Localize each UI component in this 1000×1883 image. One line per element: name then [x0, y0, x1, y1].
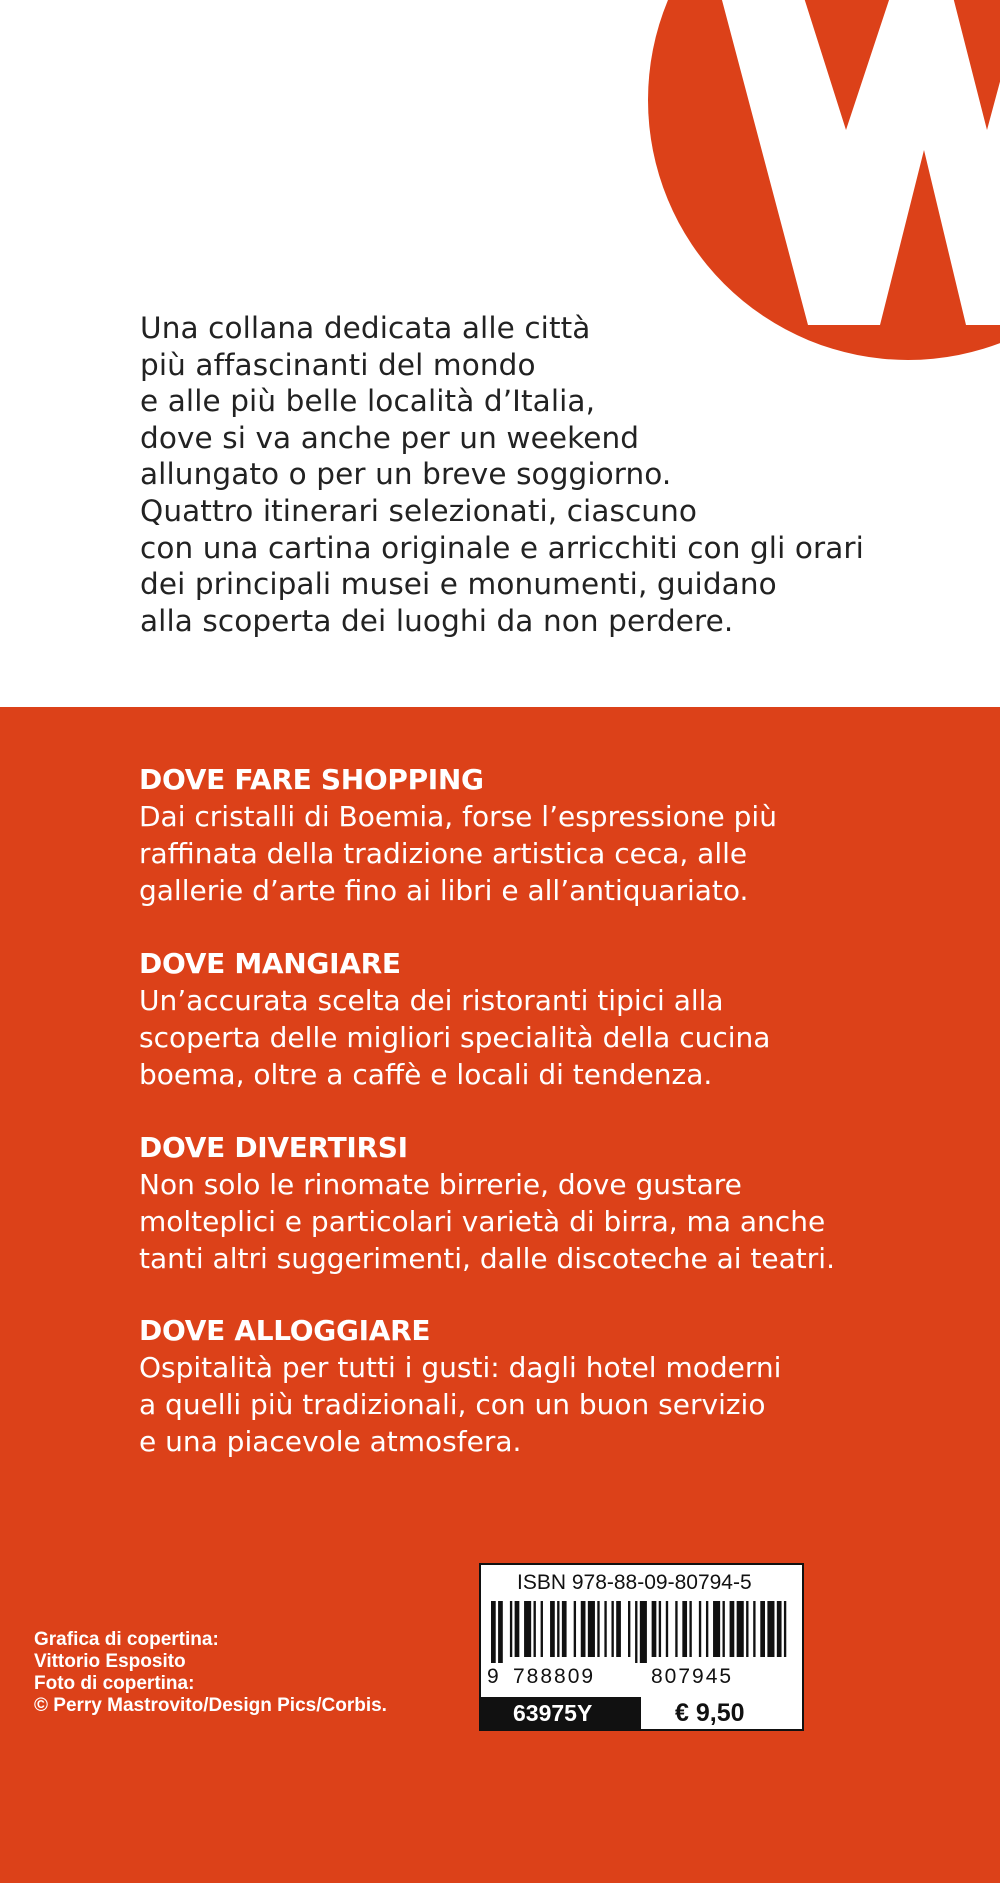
- barcode-bar: [581, 1601, 586, 1657]
- barcode-bar: [706, 1601, 708, 1657]
- barcode-bar: [784, 1601, 786, 1657]
- feature-text-line: boema, oltre a caffè e locali di tendenza.: [139, 1058, 713, 1091]
- cover-credits: [34, 1629, 387, 1717]
- barcode-bars: [491, 1601, 791, 1663]
- feature-text-line: Non solo le rinomate birrerie, dove gustare: [139, 1168, 742, 1201]
- barcode-digit-first: 9: [487, 1665, 499, 1688]
- barcode-bar: [767, 1601, 774, 1657]
- barcode-bar: [628, 1601, 630, 1657]
- feature-shopping: [139, 762, 777, 909]
- barcode-bar: [604, 1601, 606, 1657]
- intro-line: dei principali musei e monumenti, guidano: [140, 567, 777, 602]
- barcode-bar: [562, 1601, 567, 1657]
- barcode-bar: [616, 1601, 621, 1657]
- barcode-bar: [746, 1601, 748, 1657]
- feature-text-line: Dai cristalli di Boemia, forse l’espressione più: [139, 800, 777, 833]
- feature-heading: DOVE DIVERTIRSI: [139, 1131, 408, 1164]
- barcode-bar: [557, 1601, 559, 1657]
- barcode-bar: [510, 1601, 512, 1657]
- barcode-bar: [675, 1601, 677, 1657]
- feature-text-line: molteplici e particolari varietà di birra, ma anche: [139, 1205, 826, 1238]
- barcode-bar: [699, 1601, 701, 1657]
- isbn-label: ISBN 978-88-09-80794-5: [517, 1571, 752, 1594]
- intro-line: alla scoperta dei luoghi da non perdere.: [140, 603, 734, 638]
- feature-accommodation: [139, 1313, 781, 1460]
- feature-eating: [139, 946, 770, 1093]
- barcode-bar: [640, 1601, 647, 1663]
- barcode-digit-group: 788809: [513, 1665, 596, 1688]
- barcode-bar: [652, 1601, 657, 1657]
- barcode-bar: [730, 1601, 735, 1657]
- barcode-bar: [541, 1601, 543, 1657]
- barcode-bar: [515, 1601, 520, 1657]
- barcode-bar: [666, 1601, 668, 1657]
- barcode-bar: [524, 1601, 531, 1657]
- barcode-bar: [611, 1601, 613, 1657]
- barcode-bar: [574, 1601, 576, 1657]
- feature-text-line: a quelli più tradizionali, con un buon servizio: [139, 1388, 766, 1421]
- barcode-bar: [550, 1601, 555, 1657]
- intro-line: con una cartina originale e arricchiti con gli orari: [140, 530, 864, 565]
- credit-line: Grafica di copertina:: [34, 1629, 219, 1650]
- barcode-bar: [682, 1601, 687, 1657]
- credit-line: Foto di copertina:: [34, 1673, 195, 1694]
- barcode-bar: [723, 1601, 725, 1657]
- feature-entertainment: [139, 1130, 835, 1277]
- barcode-bar: [689, 1601, 691, 1657]
- barcode-bar: [534, 1601, 536, 1657]
- feature-text-line: raffinata della tradizione artistica ceca, alle: [139, 837, 748, 870]
- barcode-bar: [737, 1601, 744, 1657]
- intro-line: e alle più belle località d’Italia,: [140, 384, 596, 419]
- feature-text-line: e una piacevole atmosfera.: [139, 1425, 522, 1458]
- top-section: [0, 0, 1000, 707]
- barcode-bar: [659, 1601, 661, 1657]
- feature-heading: DOVE MANGIARE: [139, 947, 401, 980]
- feature-text-line: Un’accurata scelta dei ristoranti tipici alla: [139, 984, 724, 1017]
- barcode-bar: [588, 1601, 595, 1657]
- feature-text-line: gallerie d’arte fino ai libri e all’antiquariato.: [139, 874, 749, 907]
- barcode-box: [479, 1563, 804, 1731]
- barcode-bar: [713, 1601, 720, 1657]
- barcode-bar: [498, 1601, 503, 1663]
- feature-heading: DOVE FARE SHOPPING: [139, 763, 484, 796]
- barcode-bar: [635, 1601, 637, 1663]
- intro-line: dove si va anche per un weekend: [140, 420, 640, 455]
- intro-line: Quattro itinerari selezionati, ciascuno: [140, 493, 698, 528]
- w-letter-circle-logo: [648, 0, 1000, 360]
- credit-line: Vittorio Esposito: [34, 1651, 186, 1672]
- feature-text-line: scoperta delle migliori specialità della cucina: [139, 1021, 771, 1054]
- intro-line: allungato o per un breve soggiorno.: [140, 457, 672, 492]
- barcode-bar: [597, 1601, 599, 1657]
- intro-paragraph: [140, 310, 864, 639]
- credit-line: © Perry Mastrovito/Design Pics/Corbis.: [34, 1695, 387, 1716]
- barcode-bar: [760, 1601, 765, 1657]
- feature-text-line: tanti altri suggerimenti, dalle discoteche ai teatri.: [139, 1242, 835, 1275]
- feature-text-line: Ospitalità per tutti i gusti: dagli hotel moderni: [139, 1351, 782, 1384]
- barcode-digit-group: 807945: [651, 1665, 734, 1688]
- barcode-bar: [753, 1601, 755, 1657]
- price-label: € 9,50: [675, 1699, 745, 1727]
- product-code: 63975Y: [481, 1697, 641, 1729]
- intro-line: più affascinanti del mondo: [140, 347, 536, 382]
- barcode-bar: [777, 1601, 782, 1657]
- barcode-bar: [491, 1601, 496, 1663]
- intro-line: Una collana dedicata alle città: [140, 311, 591, 345]
- feature-heading: DOVE ALLOGGIARE: [139, 1314, 431, 1347]
